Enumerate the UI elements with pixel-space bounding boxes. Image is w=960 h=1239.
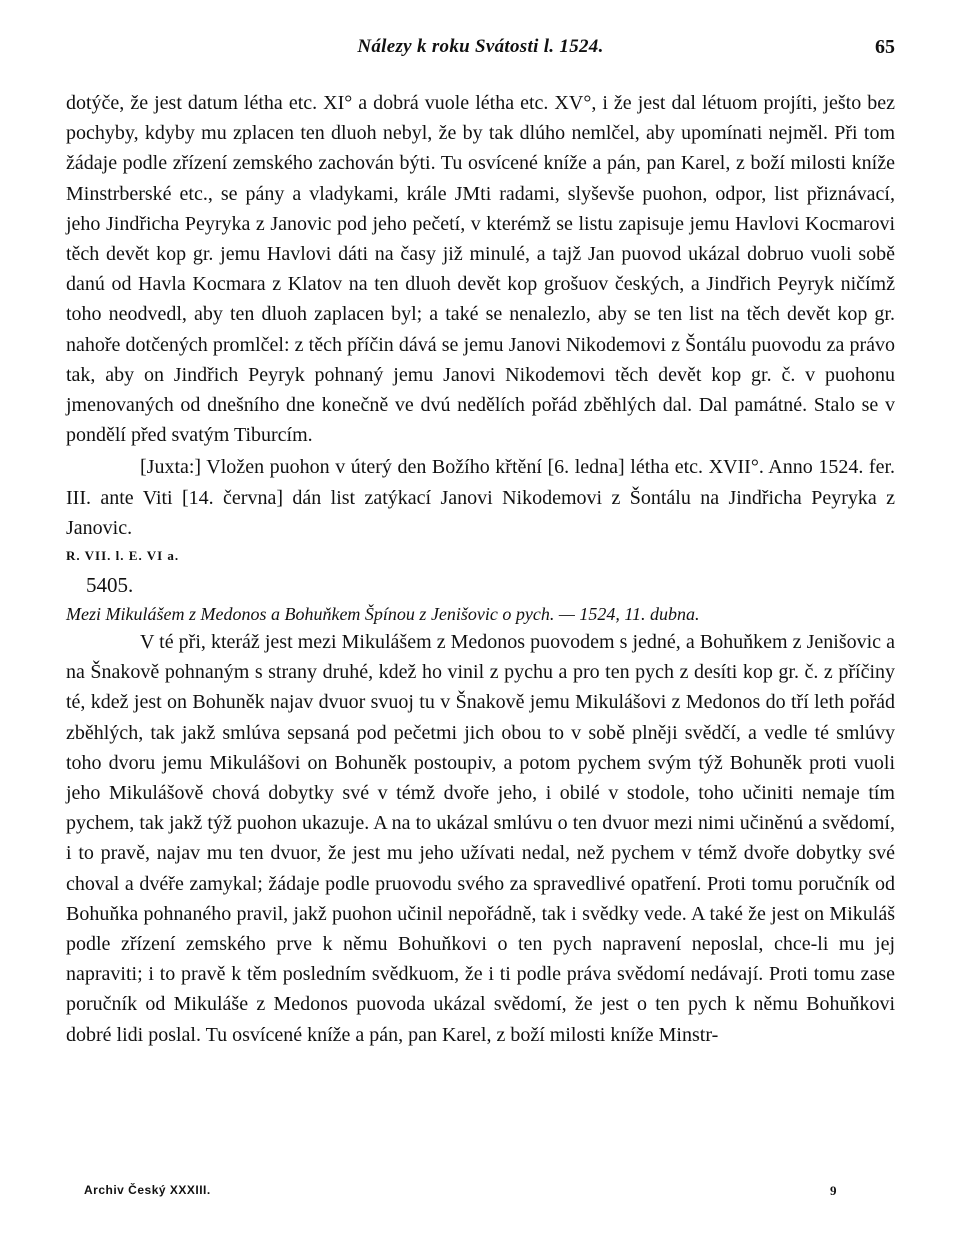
page-body	[66, 88, 895, 1050]
text-paragraph: V té při, kteráž jest mezi Mikulášem z Medonos puovodem s jedné, a Bohuňkem z Jenišovic a na Šnakově pohnaným s strany druhé, kdež ho vinil z pychu a pro ten pych z desíti kop gr. č. z příčiny té, kdež jest on Bohuněk najav dvuor svuoj tu v Šnakově jemu Mikulášovi z Medonos do tří leth pořád zběhlých, tak jakž smlúva sepsaná pod pečetmi jich obou to v sobě plněji svědčí, a vedle té smlúvy toho dvoru jemu Mikulášovi on Bohuněk postoupiv, a potom pychem svým týž Bohuněk proti vuoli jeho Mikulášově chová dobytky své v témž dvoře jeho, i obilé v stodole, toho učiniti nemaje tím pychem, tak jakž týž puohon ukazuje. A na to ukázal smlúvu o ten dvuor mezi nimi učiněnú a svědomí, i to pravě, najav mu ten dvuor, že jest mu jeho užívati nedal, než pychem v témž dvoře dobytky své choval a dvéře zamykal; žádaje podle pruovodu svého za spravedlivé opatření. Proti tomu poručník od Bohuňka pohnaného pravil, jakž puohon učinil nepořádně, tak i svědky vede. A také že jest on Mikuláš podle zřízení zemského prve k němu Bohuňkovi o ten pych napravení neposlal, chce-li mu jej napraviti; i to pravě k těm posledním svědkuom, že i ti podle práva svědomí nedávají. Proti tomu zase poručník od Mikuláše z Medonos puovoda ukázal svědomí, že jest o ten pych k němu Bohuňkovi dobré lidi poslal. Tu osvícené kníže a pán, pan Karel, z boží milosti kníže Minstr-	[66, 631, 895, 1046]
document-regest: Mezi Mikulášem z Medonos a Bohuňkem Špínou z Jenišovic o pych. — 1524, 11. dubna.	[66, 604, 700, 625]
text-paragraph: [Juxta:] Vložen puohon v úterý den Božího křtění [6. ledna] létha etc. XVII°. Anno 1524. fer. III. ante Viti [14. června] dán list zatýkací Janovi Nikodemovi z Šontálu na Jindřicha Peyryka z Janovic.	[66, 456, 895, 539]
document-number: 5405.	[86, 573, 134, 598]
document-5404-end	[66, 88, 895, 569]
archival-signature: R. VII. l. E. VI a.	[66, 548, 180, 564]
page-number: 65	[875, 36, 895, 58]
signature-mark: Archiv Český XXXIII.	[84, 1183, 211, 1197]
text-paragraph: dotýče, že jest datum létha etc. XI° a dobrá vuole létha etc. XV°, i že jest dal létuom projíti, ješto bez pochyby, kdyby mu zplacen ten dluoh nebyl, že by tak dlúho nemlčel, aby upomínati nejměl. Při tom žádaje podle zřízení zemského zachován býti. Tu osvícené kníže a pán, pan Karel, z boží milosti kníže Minstrberské etc., se pány a vladykami, krále JMti radami, slyševše puohon, odpor, list přiznávací, jeho Jindřicha Peyryka z Janovic pod jeho pečetí, v kterémž se listu zapisuje jemu Havlovi Kocmarovi těch devět kop gr. jemu Havlovi dáti na časy již minulé, a tajž Jan puovod ukázal dobruo vuoli sobě danú od Havla Kocmara z Klatov na ten dluoh devět kop grošuov českých, a Jindřich Peyryk ničímž toho neodvedl, aby ten dluoh zaplacen byl; a také se nenalezlo, aby se ten list na těch devět kop gr. nahoře dotčených promlčel: z těch příčin dává se jemu Janovi Nikodemovi z Šontálu puovodu za právo tak, aby on Jindřich Peyryk pohnaný jemu Janovi Nikodemovi těch devět kop gr. č. v puohonu jmenovaných od dnešního dne konečně ve dvú nedělích pořád zběhlých dal. Dal památné. Stalo se v pondělí před svatým Tiburcím.	[66, 92, 895, 447]
running-title: Nálezy k roku Svátosti l. 1524.	[357, 36, 604, 57]
document-5405	[66, 569, 895, 1050]
sheet-number: 9	[830, 1183, 837, 1198]
page-header	[66, 36, 895, 66]
page-footer	[84, 1183, 844, 1207]
